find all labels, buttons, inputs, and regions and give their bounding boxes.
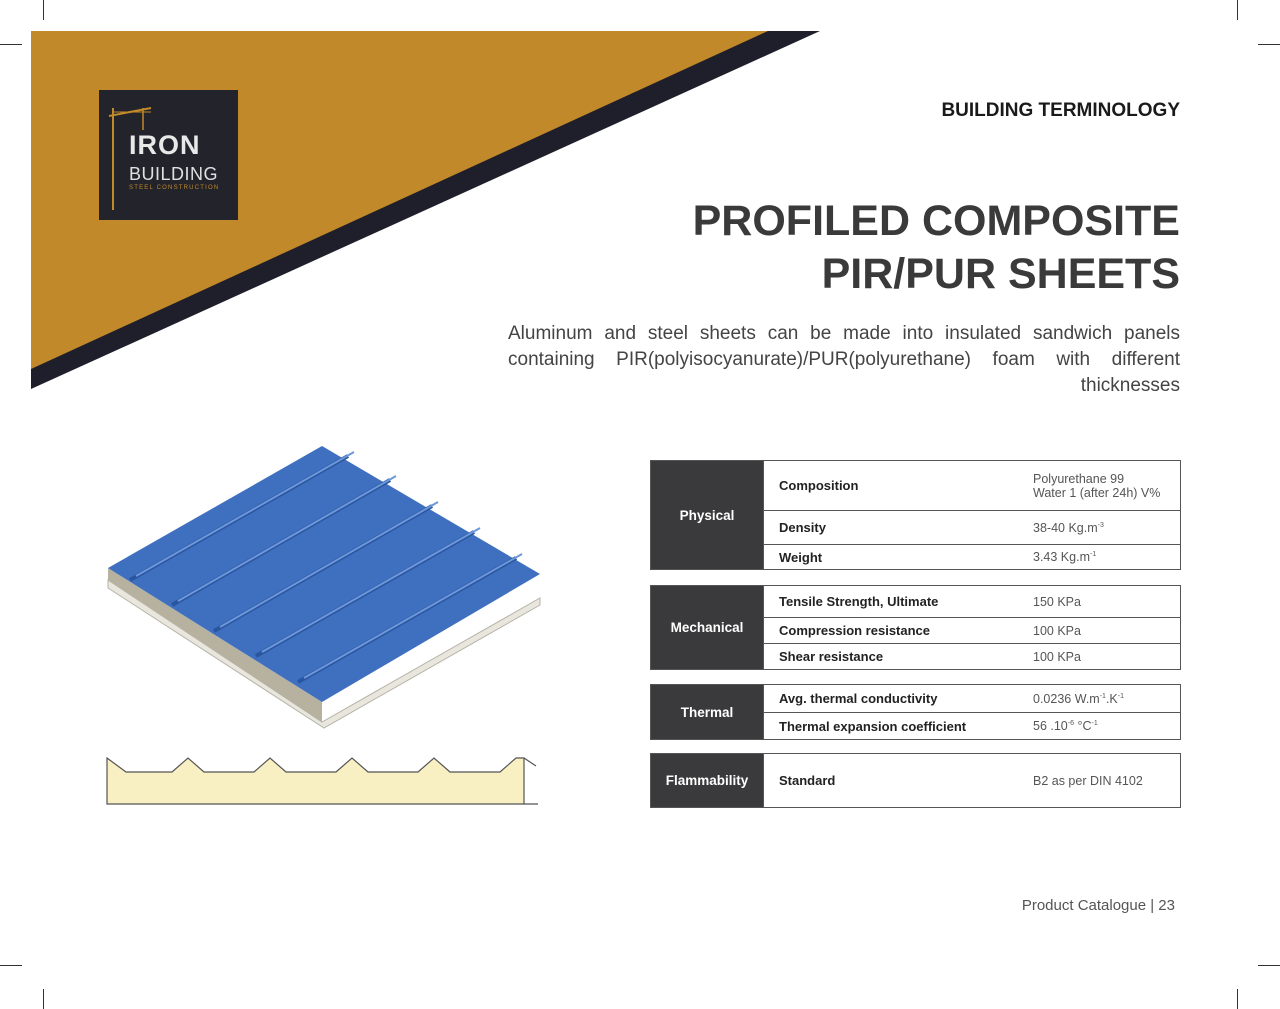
value-composition-line-2: Water 1 (after 24h) V% [1033, 485, 1161, 500]
table-row [651, 685, 1181, 713]
category-mechanical: Mechanical [651, 586, 764, 670]
category-physical: Physical [651, 461, 764, 570]
profile-edge [524, 758, 538, 804]
value-composition [1033, 461, 1181, 511]
value-composition-line-1: Polyurethane 99 [1033, 471, 1125, 486]
property-thermal-expansion: Thermal expansion coefficient [764, 713, 1034, 740]
table-row [651, 754, 1181, 808]
sandwich-panel-illustration [100, 440, 550, 740]
category-flammability: Flammability [651, 754, 764, 808]
profile-foam [107, 758, 524, 804]
category-thermal: Thermal [651, 685, 764, 740]
value-tensile-strength: 150 KPa [1033, 586, 1181, 618]
spec-table-thermal [650, 684, 1181, 740]
panel-profile-section [104, 752, 544, 812]
crop-mark [1237, 989, 1238, 1009]
value-thermal-conductivity: 0.0236 $W.m^{-1}.K^{-1}$ [1033, 685, 1181, 713]
property-composition: Composition [764, 461, 1034, 511]
property-tensile-strength: Tensile Strength, Ultimate [764, 586, 1034, 618]
property-compression-resistance: Compression resistance [764, 618, 1034, 644]
spec-table-flammability [650, 753, 1181, 808]
page-footer: Product Catalogue | 23 [1021, 897, 1175, 914]
section-heading: BUILDING TERMINOLOGY [941, 100, 1180, 121]
property-thermal-conductivity: Avg. thermal conductivity [764, 685, 1034, 713]
property-shear-resistance: Shear resistance [764, 644, 1034, 670]
crop-mark [43, 989, 44, 1009]
property-standard: Standard [764, 754, 1034, 808]
product-description: Aluminum and steel sheets can be made into insulated sandwich panels containing PIR(polyisocyanurate)/PUR(polyurethane) foam with different thicknesses [508, 323, 1180, 396]
title-line-1: PROFILED COMPOSITE [692, 197, 1180, 245]
value-compression-resistance: 100 KPa [1033, 618, 1181, 644]
table-row [651, 461, 1181, 511]
spec-table-mechanical [650, 585, 1181, 670]
page-title [693, 195, 1180, 301]
brand-logo [99, 90, 238, 220]
value-weight: 3.43 $Kg.m^{-1}$ [1033, 545, 1181, 570]
logo-word-building: BUILDING [129, 164, 219, 184]
crop-mark [0, 965, 22, 966]
crop-mark [1237, 0, 1238, 20]
value-shear-resistance: 100 KPa [1033, 644, 1181, 670]
panel-top-sheet [108, 446, 540, 702]
property-density: Density [764, 511, 1034, 545]
property-weight: Weight [764, 545, 1034, 570]
crop-mark [1258, 44, 1280, 45]
value-density: 38-40 $Kg.m^{-3}$ [1033, 511, 1181, 545]
value-thermal-expansion: 56 $.10^{-6}$ $^\circ C^{-1}$ [1033, 713, 1181, 740]
logo-word-construction: STEEL CONSTRUCTION [129, 185, 220, 191]
crop-mark [1258, 965, 1280, 966]
spec-table-physical [650, 460, 1181, 570]
value-standard: B2 as per DIN 4102 [1033, 754, 1181, 808]
table-row [651, 586, 1181, 618]
title-line-2: PIR/PUR SHEETS [821, 250, 1180, 298]
logo-word-iron: IRON [129, 130, 201, 160]
